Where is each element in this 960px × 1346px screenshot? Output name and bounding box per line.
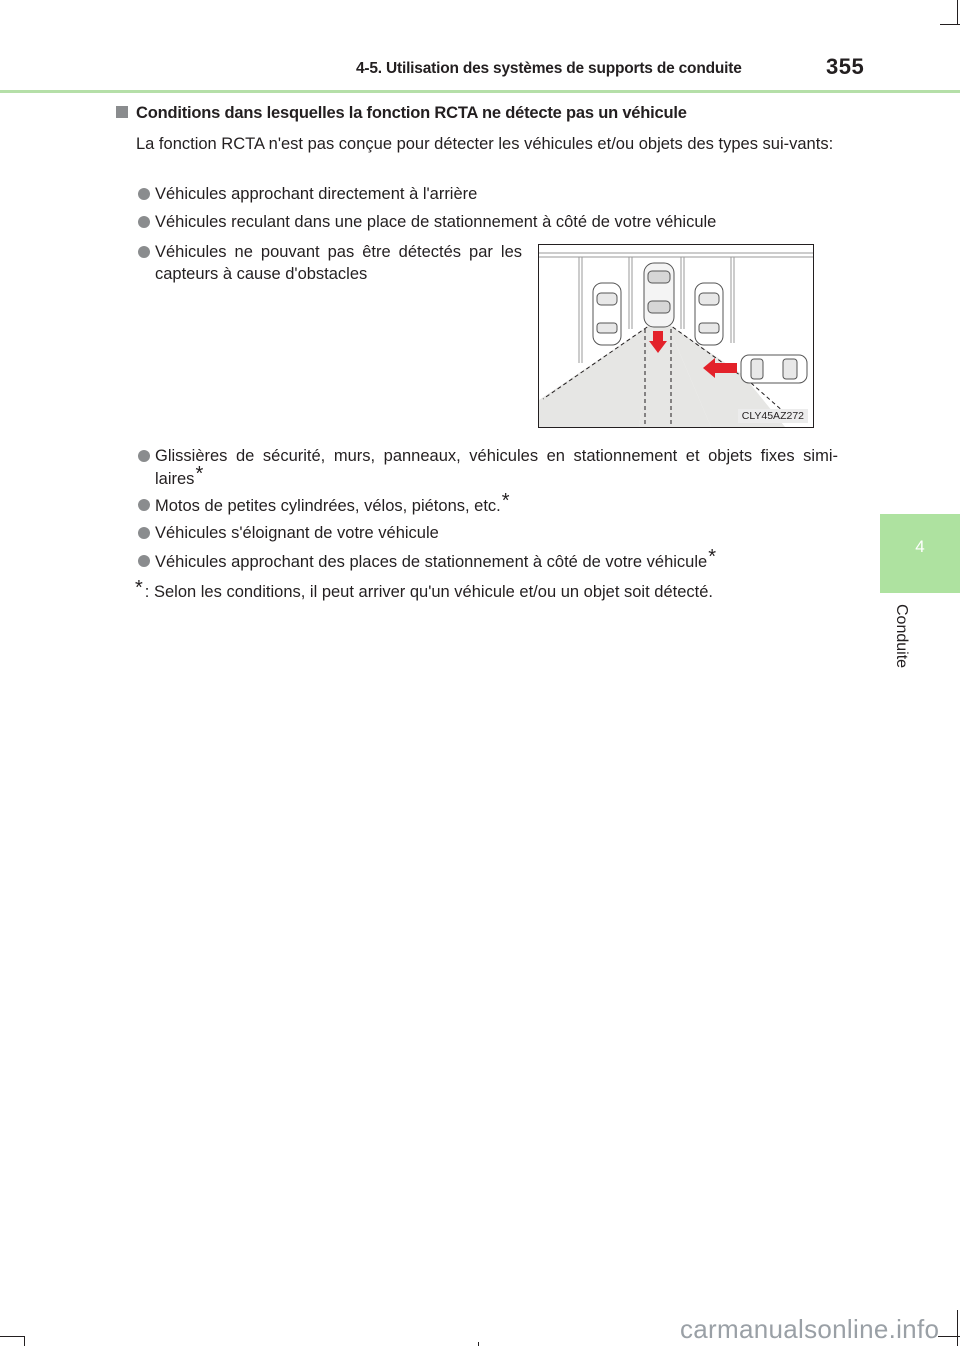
footnote-text: Selon les conditions, il peut arriver qu'un véhicule et/ou un objet soit détecté. — [153, 583, 713, 601]
bullet-icon — [138, 246, 150, 258]
list-item — [138, 546, 838, 573]
crop-mark — [957, 0, 958, 24]
header-rule — [0, 90, 960, 93]
list-item — [138, 490, 838, 517]
chapter-label: Conduite — [893, 604, 910, 669]
parking-diagram-svg — [539, 245, 813, 427]
watermark: carmanualsonline.info — [680, 1314, 940, 1344]
page-number: 355 — [826, 54, 865, 79]
list-item-text-content: Véhicules approchant des places de stationnement à côté de votre véhicule — [155, 553, 708, 571]
crop-mark — [938, 1336, 960, 1337]
list-item-text: Véhicules reculant dans une place de stationnement à côté de votre véhicule — [155, 213, 717, 231]
crop-mark — [478, 1342, 479, 1346]
list-item-text — [155, 490, 838, 517]
parked-car-left-icon — [593, 283, 621, 345]
footnote-star: * — [195, 463, 204, 485]
list-item — [138, 522, 838, 544]
list-item-text — [155, 445, 838, 490]
list-item — [138, 183, 838, 205]
bullet-icon — [138, 188, 150, 200]
figure-code: CLY45AZ272 — [738, 409, 808, 423]
list-item-text-content: Glissières de sécurité, murs, panneaux, véhicules en stationnement et objets fixes simi-laires — [155, 447, 838, 488]
bullet-icon — [138, 555, 150, 567]
section-heading-text: Conditions dans lesquelles la fonction RCTA ne détecte pas un véhicule — [136, 104, 687, 122]
list-item — [138, 445, 838, 490]
parked-car-right-icon — [695, 283, 723, 345]
chapter-number: 4 — [915, 537, 925, 556]
crop-mark — [0, 1336, 24, 1337]
list-item — [138, 211, 838, 233]
list-item-text: Véhicules ne pouvant pas être détectés par les capteurs à cause d'obstacles — [155, 243, 522, 283]
list-item-text — [155, 546, 838, 573]
chapter-tab — [880, 514, 960, 593]
list-item — [138, 241, 522, 285]
bullet-icon — [138, 450, 150, 462]
section-heading — [116, 104, 816, 123]
footnote-star: * — [501, 490, 510, 512]
running-header: 4-5. Utilisation des systèmes de supports de conduite — [356, 60, 742, 77]
list-item-text: Véhicules approchant directement à l'arrière — [155, 185, 478, 203]
footnote — [134, 577, 854, 603]
bullet-icon — [138, 499, 150, 511]
own-car-icon — [644, 263, 674, 327]
list-item-text-content: Motos de petites cylindrées, vélos, piétons, etc. — [155, 497, 501, 515]
list-item-text: Véhicules s'éloignant de votre véhicule — [155, 524, 439, 542]
crop-mark — [940, 24, 960, 25]
bullet-icon — [138, 527, 150, 539]
square-bullet-icon — [116, 106, 128, 118]
footnote-marker: : — [144, 583, 150, 601]
crop-mark — [24, 1336, 25, 1346]
intro-paragraph: La fonction RCTA n'est pas conçue pour détecter les véhicules et/ou objets des types sui-vants: — [136, 135, 834, 153]
crop-mark — [957, 1310, 958, 1346]
rcta-diagram — [538, 244, 814, 428]
bullet-icon — [138, 216, 150, 228]
approaching-car-icon — [741, 355, 807, 383]
footnote-star: * — [708, 546, 716, 568]
footnote-star: * — [135, 577, 143, 599]
